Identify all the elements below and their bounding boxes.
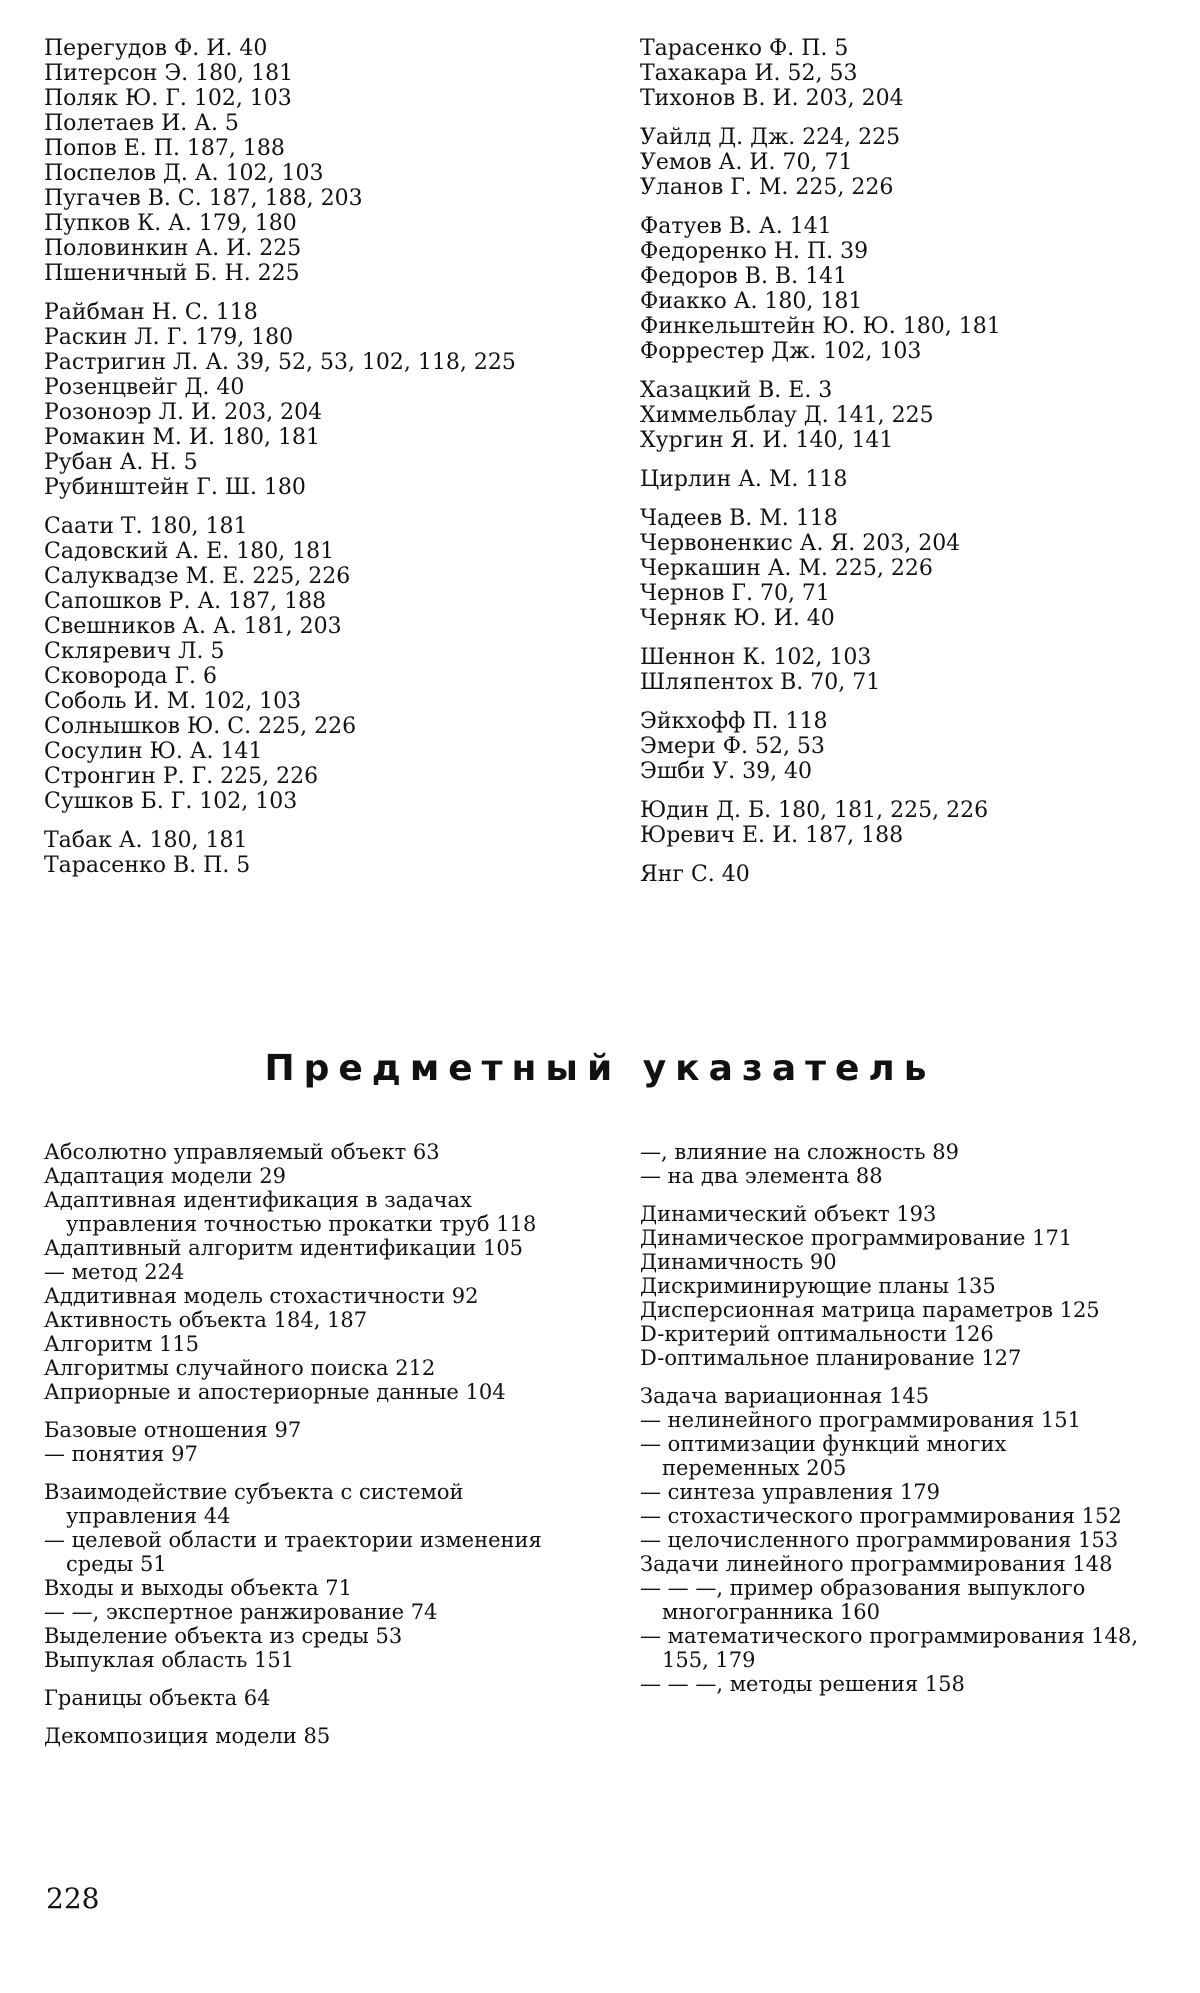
name-group bbox=[640, 214, 1160, 364]
subject-group bbox=[44, 1480, 549, 1672]
subject-group bbox=[640, 1140, 1145, 1188]
index-entry: Чадеев В. М. 118 bbox=[640, 506, 838, 531]
name-group bbox=[640, 506, 1160, 631]
index-entry: Выпуклая область 151 bbox=[44, 1648, 295, 1672]
index-entry: — —, экспертное ранжирование 74 bbox=[44, 1600, 438, 1624]
index-entry: Фиакко А. 180, 181 bbox=[640, 289, 863, 314]
index-entry: — целевой области и траектории изменения среды 51 bbox=[44, 1528, 542, 1576]
index-entry: Свешников А. А. 181, 203 bbox=[44, 614, 342, 639]
index-entry: Уланов Г. М. 225, 226 bbox=[640, 175, 894, 200]
index-entry: Дискриминирующие планы 135 bbox=[640, 1274, 996, 1298]
index-entry: Задачи линейного программирования 148 bbox=[640, 1552, 1113, 1576]
index-entry: Рубинштейн Г. Ш. 180 bbox=[44, 475, 306, 500]
index-entry: Пупков К. А. 179, 180 bbox=[44, 211, 297, 236]
index-entry: Хургин Я. И. 140, 141 bbox=[640, 428, 894, 453]
index-entry: Чернов Г. 70, 71 bbox=[640, 581, 830, 606]
index-entry: Абсолютно управляемый объект 63 bbox=[44, 1140, 440, 1164]
name-group bbox=[640, 645, 1160, 695]
subject-group bbox=[44, 1724, 549, 1748]
index-entry: Входы и выходы объекта 71 bbox=[44, 1576, 352, 1600]
index-entry: — целочисленного программирования 153 bbox=[640, 1528, 1119, 1552]
index-entry: Цирлин А. М. 118 bbox=[640, 467, 848, 492]
index-entry: Тарасенко В. П. 5 bbox=[44, 853, 251, 878]
name-group bbox=[44, 514, 564, 814]
index-entry: Федоренко Н. П. 39 bbox=[640, 239, 869, 264]
index-entry: Сушков Б. Г. 102, 103 bbox=[44, 789, 298, 814]
index-entry: Границы объекта 64 bbox=[44, 1686, 271, 1710]
page-number: 228 bbox=[46, 1882, 100, 1915]
name-group bbox=[640, 125, 1160, 200]
name-group bbox=[640, 798, 1160, 848]
index-entry: Хазацкий В. Е. 3 bbox=[640, 378, 833, 403]
index-entry: Химмельблау Д. 141, 225 bbox=[640, 403, 934, 428]
index-entry: Фатуев В. А. 141 bbox=[640, 214, 832, 239]
index-entry: Рубан А. Н. 5 bbox=[44, 450, 198, 475]
index-entry: Саати Т. 180, 181 bbox=[44, 514, 248, 539]
index-entry: Алгоритмы случайного поиска 212 bbox=[44, 1356, 436, 1380]
index-entry: — стохастического программирования 152 bbox=[640, 1504, 1122, 1528]
index-entry: Стронгин Р. Г. 225, 226 bbox=[44, 764, 319, 789]
index-entry: Адаптация модели 29 bbox=[44, 1164, 286, 1188]
subject-index-left-column bbox=[44, 1140, 549, 1762]
index-entry: Адаптивный алгоритм идентификации 105 bbox=[44, 1236, 524, 1260]
index-entry: Полетаев И. А. 5 bbox=[44, 111, 239, 136]
index-entry: Сапошков Р. А. 187, 188 bbox=[44, 589, 327, 614]
index-entry: Адаптивная идентификация в задачах управления точностью прокатки труб 118 bbox=[44, 1188, 537, 1236]
name-group bbox=[640, 709, 1160, 784]
index-entry: Уайлд Д. Дж. 224, 225 bbox=[640, 125, 901, 150]
index-entry: Динамичность 90 bbox=[640, 1250, 837, 1274]
index-entry: Взаимодействие субъекта с системой управления 44 bbox=[44, 1480, 464, 1528]
index-entry: — оптимизации функций многих переменных 205 bbox=[640, 1432, 1007, 1480]
index-entry: Розенцвейг Д. 40 bbox=[44, 375, 245, 400]
index-entry: Федоров В. В. 141 bbox=[640, 264, 848, 289]
name-group bbox=[640, 467, 1160, 492]
index-entry: Задача вариационная 145 bbox=[640, 1384, 930, 1408]
index-entry: — понятия 97 bbox=[44, 1442, 198, 1466]
index-entry: Табак А. 180, 181 bbox=[44, 828, 248, 853]
name-group bbox=[44, 828, 564, 878]
index-entry: Червоненкис А. Я. 203, 204 bbox=[640, 531, 961, 556]
index-entry: —, влияние на сложность 89 bbox=[640, 1140, 959, 1164]
index-entry: — математического программирования 148, 155, 179 bbox=[640, 1624, 1139, 1672]
index-entry: — синтеза управления 179 bbox=[640, 1480, 941, 1504]
subject-group bbox=[640, 1202, 1145, 1370]
index-entry: Черняк Ю. И. 40 bbox=[640, 606, 835, 631]
index-entry: Пшеничный Б. Н. 225 bbox=[44, 261, 300, 286]
index-entry: Поляк Ю. Г. 102, 103 bbox=[44, 86, 292, 111]
index-entry: Перегудов Ф. И. 40 bbox=[44, 36, 268, 61]
index-entry: Форрестер Дж. 102, 103 bbox=[640, 339, 922, 364]
index-entry: Растригин Л. А. 39, 52, 53, 102, 118, 225 bbox=[44, 350, 516, 375]
index-entry: Дисперсионная матрица параметров 125 bbox=[640, 1298, 1100, 1322]
index-entry: Райбман Н. С. 118 bbox=[44, 300, 258, 325]
index-entry: Салуквадзе М. Е. 225, 226 bbox=[44, 564, 351, 589]
index-entry: Тихонов В. И. 203, 204 bbox=[640, 86, 904, 111]
index-entry: Шеннон К. 102, 103 bbox=[640, 645, 872, 670]
index-entry: D-оптимальное планирование 127 bbox=[640, 1346, 1022, 1370]
index-entry: Алгоритм 115 bbox=[44, 1332, 200, 1356]
name-group bbox=[44, 300, 564, 500]
index-entry: Тахакара И. 52, 53 bbox=[640, 61, 858, 86]
index-entry: Эйкхофф П. 118 bbox=[640, 709, 828, 734]
index-entry: Декомпозиция модели 85 bbox=[44, 1724, 331, 1748]
name-group bbox=[640, 36, 1160, 111]
index-entry: Розоноэр Л. И. 203, 204 bbox=[44, 400, 323, 425]
index-entry: Сковорода Г. 6 bbox=[44, 664, 217, 689]
subject-group bbox=[640, 1384, 1145, 1696]
index-entry: Пугачев В. С. 187, 188, 203 bbox=[44, 186, 363, 211]
name-group bbox=[640, 378, 1160, 453]
index-entry: Финкельштейн Ю. Ю. 180, 181 bbox=[640, 314, 1001, 339]
subject-group bbox=[44, 1140, 549, 1404]
index-entry: Выделение объекта из среды 53 bbox=[44, 1624, 403, 1648]
index-entry: Ромакин М. И. 180, 181 bbox=[44, 425, 320, 450]
subject-group bbox=[44, 1418, 549, 1466]
index-entry: Юдин Д. Б. 180, 181, 225, 226 bbox=[640, 798, 989, 823]
index-entry: Эмери Ф. 52, 53 bbox=[640, 734, 825, 759]
index-entry: Попов Е. П. 187, 188 bbox=[44, 136, 285, 161]
index-entry: Динамическое программирование 171 bbox=[640, 1226, 1073, 1250]
name-group bbox=[640, 862, 1160, 887]
index-entry: Скляревич Л. 5 bbox=[44, 639, 225, 664]
index-entry: Поспелов Д. А. 102, 103 bbox=[44, 161, 324, 186]
index-entry: Раскин Л. Г. 179, 180 bbox=[44, 325, 294, 350]
index-entry: Солнышков Ю. С. 225, 226 bbox=[44, 714, 357, 739]
index-entry: — на два элемента 88 bbox=[640, 1164, 883, 1188]
index-entry: Питерсон Э. 180, 181 bbox=[44, 61, 294, 86]
index-entry: Половинкин А. И. 225 bbox=[44, 236, 302, 261]
index-entry: Эшби У. 39, 40 bbox=[640, 759, 813, 784]
index-entry: Динамический объект 193 bbox=[640, 1202, 937, 1226]
index-entry: Активность объекта 184, 187 bbox=[44, 1308, 368, 1332]
index-entry: Аддитивная модель стохастичности 92 bbox=[44, 1284, 479, 1308]
index-entry: — — —, пример образования выпуклого многогранника 160 bbox=[640, 1576, 1086, 1624]
index-entry: Соболь И. М. 102, 103 bbox=[44, 689, 302, 714]
name-index-left-column bbox=[44, 36, 564, 892]
index-entry: Сосулин Ю. А. 141 bbox=[44, 739, 263, 764]
index-entry: Янг С. 40 bbox=[640, 862, 750, 887]
index-entry: Базовые отношения 97 bbox=[44, 1418, 302, 1442]
index-entry: — нелинейного программирования 151 bbox=[640, 1408, 1081, 1432]
index-entry: Черкашин А. М. 225, 226 bbox=[640, 556, 933, 581]
index-entry: Уемов А. И. 70, 71 bbox=[640, 150, 853, 175]
index-entry: Априорные и апостериорные данные 104 bbox=[44, 1380, 506, 1404]
index-entry: Тарасенко Ф. П. 5 bbox=[640, 36, 849, 61]
index-entry: Садовский А. Е. 180, 181 bbox=[44, 539, 335, 564]
index-entry: — метод 224 bbox=[44, 1260, 185, 1284]
index-entry: Шляпентох В. 70, 71 bbox=[640, 670, 881, 695]
name-group bbox=[44, 36, 564, 286]
index-entry: Юревич Е. И. 187, 188 bbox=[640, 823, 904, 848]
subject-group bbox=[44, 1686, 549, 1710]
index-entry: D-критерий оптимальности 126 bbox=[640, 1322, 994, 1346]
index-entry: — — —, методы решения 158 bbox=[640, 1672, 965, 1696]
section-title: Предметный указатель bbox=[264, 1048, 936, 1089]
name-index-right-column bbox=[640, 36, 1160, 901]
subject-index-right-column bbox=[640, 1140, 1145, 1710]
